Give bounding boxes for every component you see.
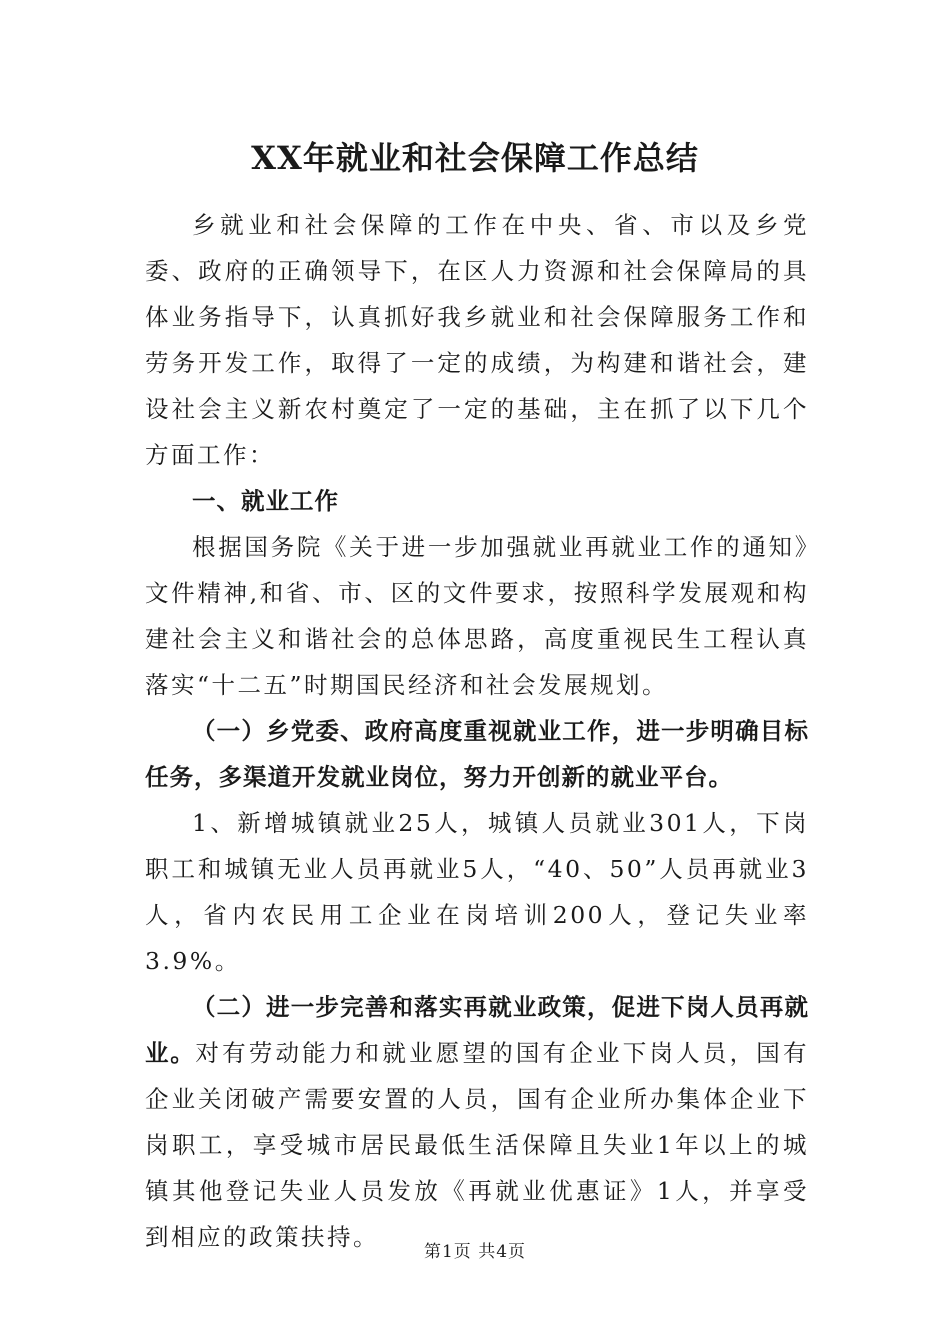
document-title: XX年就业和社会保障工作总结 [251,139,699,177]
section-heading-employment: 一、就业工作 [192,487,339,515]
intro-paragraph: 乡就业和社会保障的工作在中央、省、市以及乡党委、政府的正确领导下，在区人力资源和社会保障局的具体业务指导下，认真抓好我乡就业和社会保障服务工作和劳务开发工作，取得了一定的成绩，为构建和谐社会，建设社会主义新农村奠定了一定的基础，主在抓了以下几个方面工作： [145,211,809,469]
subsection-heading-2: （二）进一步完善和落实再就业政策，促进下岗人员再就业。 [145,993,809,1067]
subsection-2-paragraph [145,984,809,1260]
item1-paragraph: 1、新增城镇就业25人，城镇人员就业301人，下岗职工和城镇无业人员再就业5人，“40、50”人员再就业3人，省内农民用工企业在岗培训200人，登记失业率3.9%。 [145,809,809,975]
page-footer: 第1页 共4页 [423,1242,527,1262]
subsection-heading-1: （一）乡党委、政府高度重视就业工作，进一步明确目标任务，多渠道开发就业岗位，努力开创新的就业平台。 [145,717,809,791]
section1-paragraph: 根据国务院《关于进一步加强就业再就业工作的通知》文件精神,和省、市、区的文件要求，按照科学发展观和构建社会主义和谐社会的总体思路，高度重视民生工程认真落实“十二五”时期国民经济和社会发展规划。 [145,533,809,699]
document-body [145,202,809,1260]
subsection-2-text: 对有劳动能力和就业愿望的国有企业下岗人员，国有企业关闭破产需要安置的人员，国有企业所办集体企业下岗职工，享受城市居民最低生活保障且失业1年以上的城镇其他登记失业人员发放《再就业优惠证》1人，并享受到相应的政策扶持。 [145,1039,810,1251]
